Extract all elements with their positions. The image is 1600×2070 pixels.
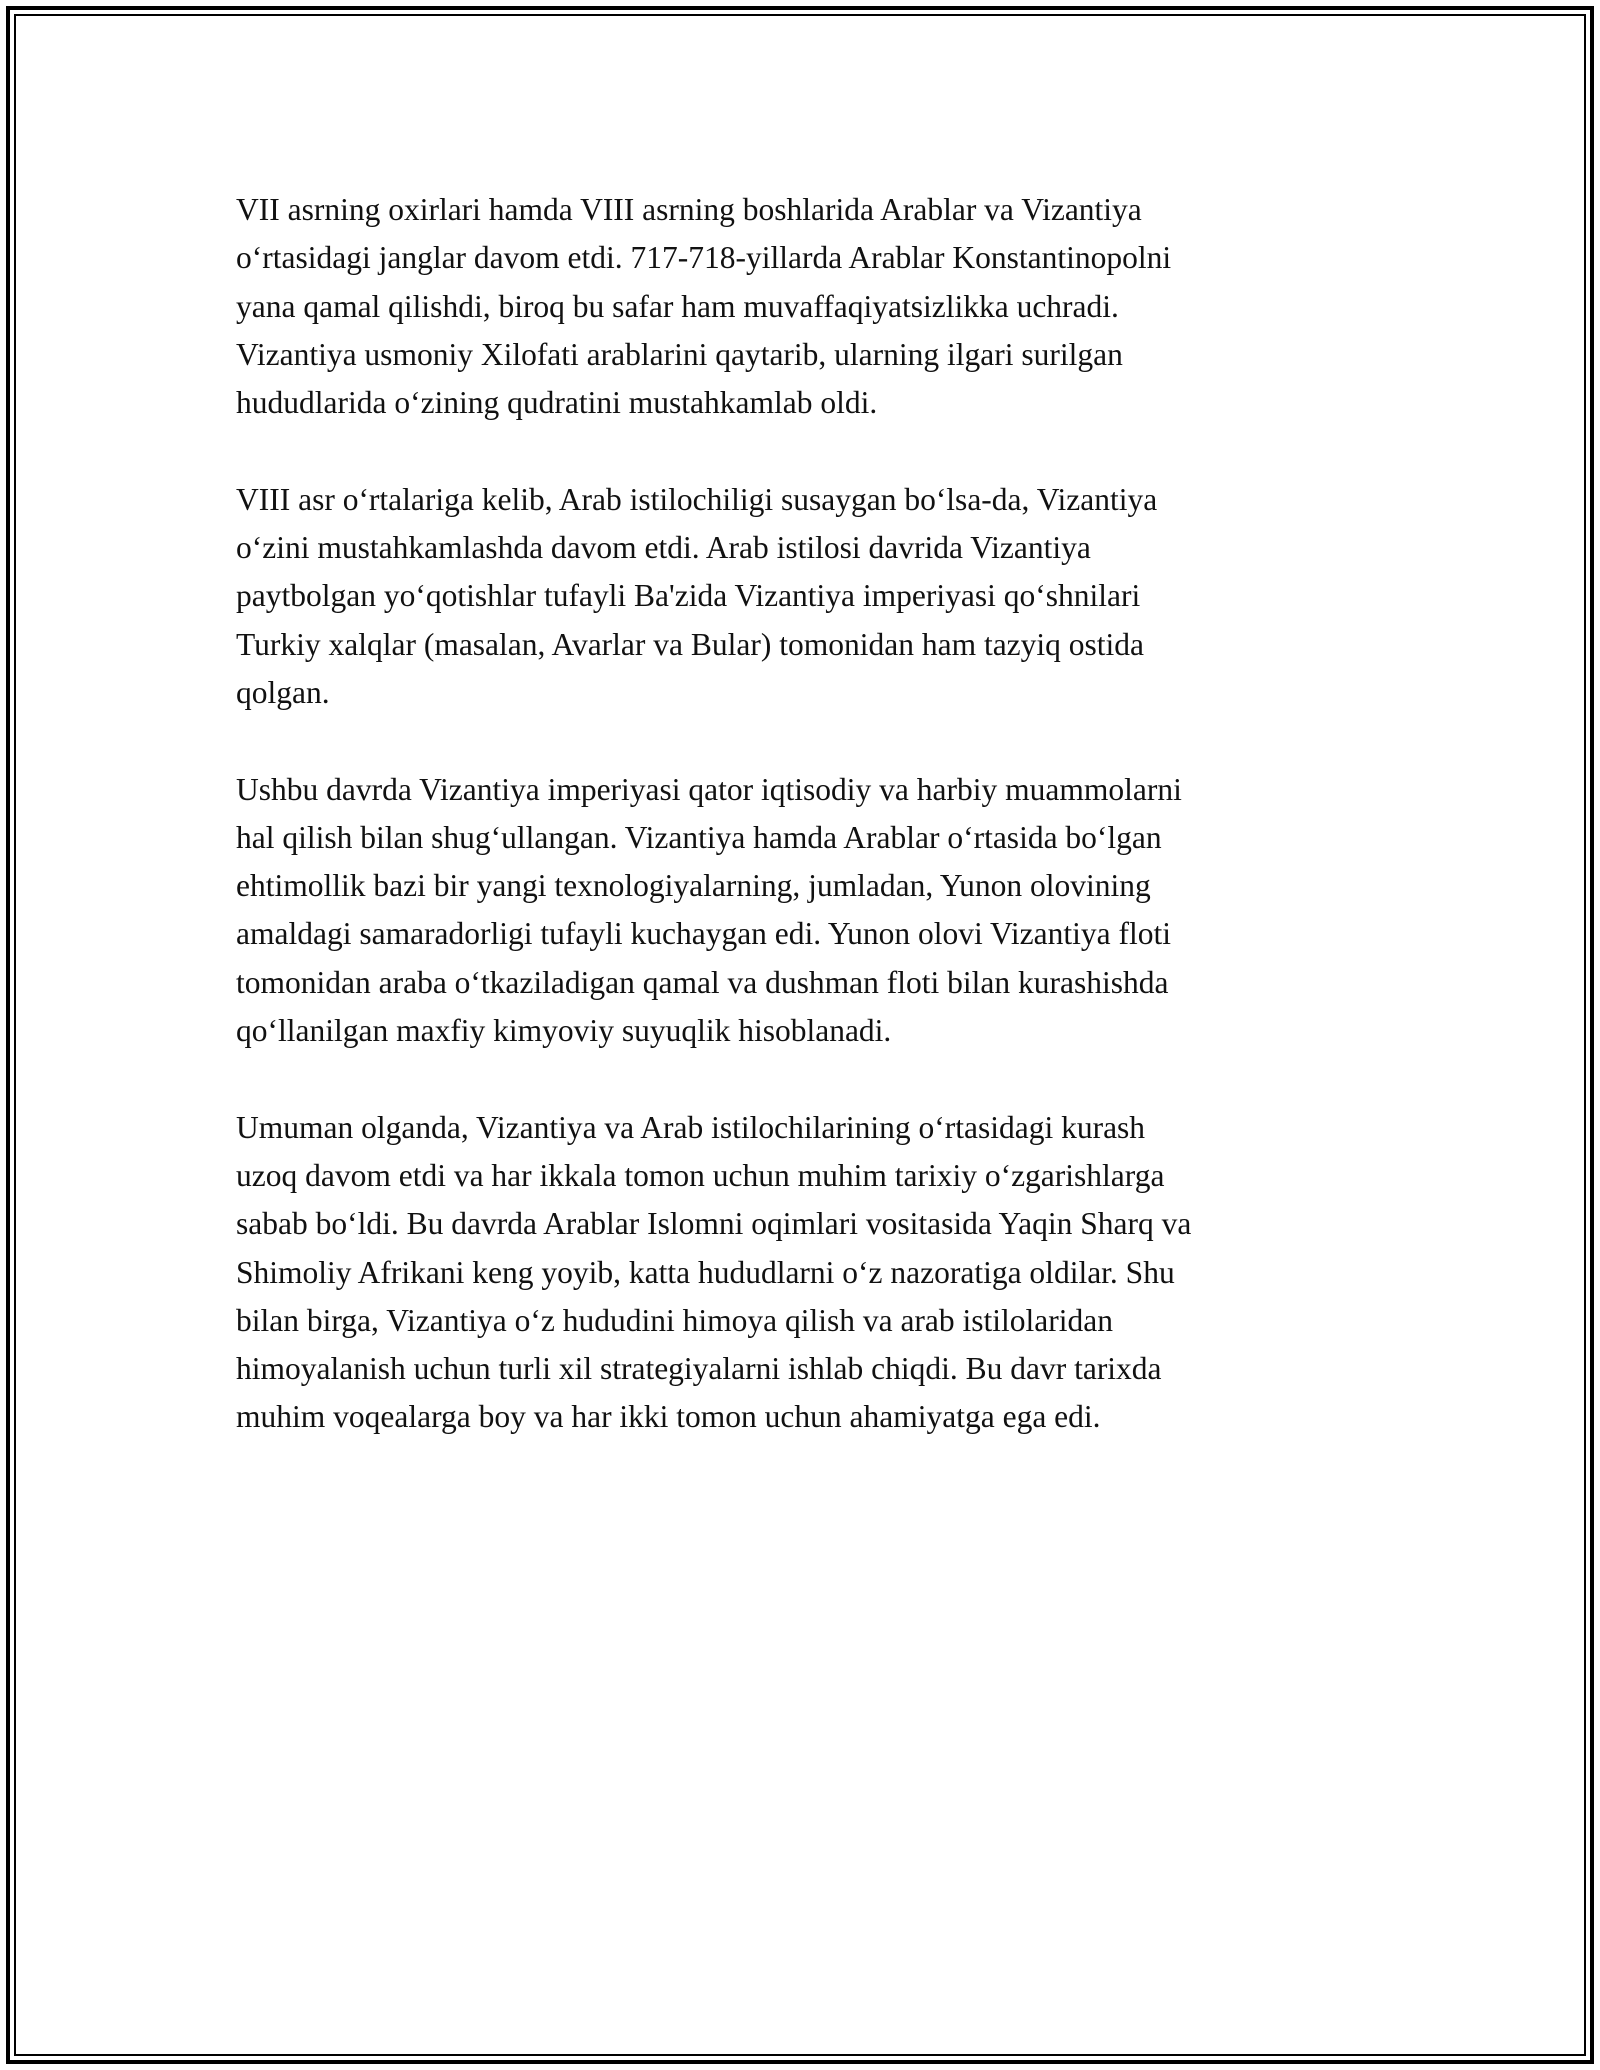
text-line: VIII asr oʻrtalariga kelib, Arab istilochiligi susaygan boʻlsa-da, Vizantiya: [236, 481, 1158, 517]
text-line: hududlarida oʻzining qudratini mustahkamlab oldi.: [236, 385, 878, 421]
paragraph-3: [236, 766, 1366, 1056]
text-line: qoʻllanilgan maxfiy kimyoviy suyuqlik hisoblanadi.: [236, 1013, 892, 1049]
text-line: yana qamal qilishdi, biroq bu safar ham muvaffaqiyatsizlikka uchradi.: [236, 288, 1119, 324]
paragraph-4: [236, 1104, 1366, 1442]
text-line: Ushbu davrda Vizantiya imperiyasi qator iqtisodiy va harbiy muammolarni: [236, 771, 1182, 807]
text-line: bilan birga, Vizantiya oʻz hududini himoya qilish va arab istilolaridan: [236, 1302, 1114, 1338]
text-line: amaldagi samaradorligi tufayli kuchaygan edi. Yunon olovi Vizantiya floti: [236, 916, 1171, 952]
text-line: qolgan.: [236, 674, 330, 710]
text-line: oʻrtasidagi janglar davom etdi. 717-718-yillarda Arablar Konstantinopolni: [236, 240, 1172, 276]
text-line: paytbolgan yoʻqotishlar tufayli Ba'zida Vizantiya imperiyasi qoʻshnilari: [236, 578, 1141, 614]
paragraph-1: [236, 186, 1366, 427]
document-body: [236, 186, 1366, 1490]
text-line: himoyalanish uchun turli xil strategiyalarni ishlab chiqdi. Bu davr tarixda: [236, 1351, 1162, 1387]
text-line: Turkiy xalqlar (masalan, Avarlar va Bular) tomonidan ham tazyiq ostida: [236, 626, 1145, 662]
text-line: Shimoliy Afrikani keng yoyib, katta hududlarni oʻz nazoratiga oldilar. Shu: [236, 1254, 1175, 1290]
text-line: ehtimollik bazi bir yangi texnologiyalarning, jumladan, Yunon olovining: [236, 868, 1151, 904]
paragraph-2: [236, 476, 1366, 717]
text-line: Umuman olganda, Vizantiya va Arab istilochilarining oʻrtasidagi kurash: [236, 1109, 1146, 1145]
text-line: muhim voqealarga boy va har ikki tomon uchun ahamiyatga ega edi.: [236, 1399, 1101, 1435]
text-line: Vizantiya usmoniy Xilofati arablarini qaytarib, ularning ilgari surilgan: [236, 336, 1123, 372]
text-line: VII asrning oxirlari hamda VIII asrning boshlarida Arablar va Vizantiya: [236, 192, 1142, 227]
text-line: tomonidan araba oʻtkaziladigan qamal va dushman floti bilan kurashishda: [236, 964, 1169, 1000]
text-line: sabab boʻldi. Bu davrda Arablar Islomni oqimlari vositasida Yaqin Sharq va: [236, 1206, 1192, 1242]
text-line: hal qilish bilan shugʻullangan. Vizantiya hamda Arablar oʻrtasida boʻlgan: [236, 819, 1162, 855]
text-line: oʻzini mustahkamlashda davom etdi. Arab istilosi davrida Vizantiya: [236, 530, 1091, 566]
text-line: uzoq davom etdi va har ikkala tomon uchun muhim tarixiy oʻzgarishlarga: [236, 1157, 1165, 1193]
